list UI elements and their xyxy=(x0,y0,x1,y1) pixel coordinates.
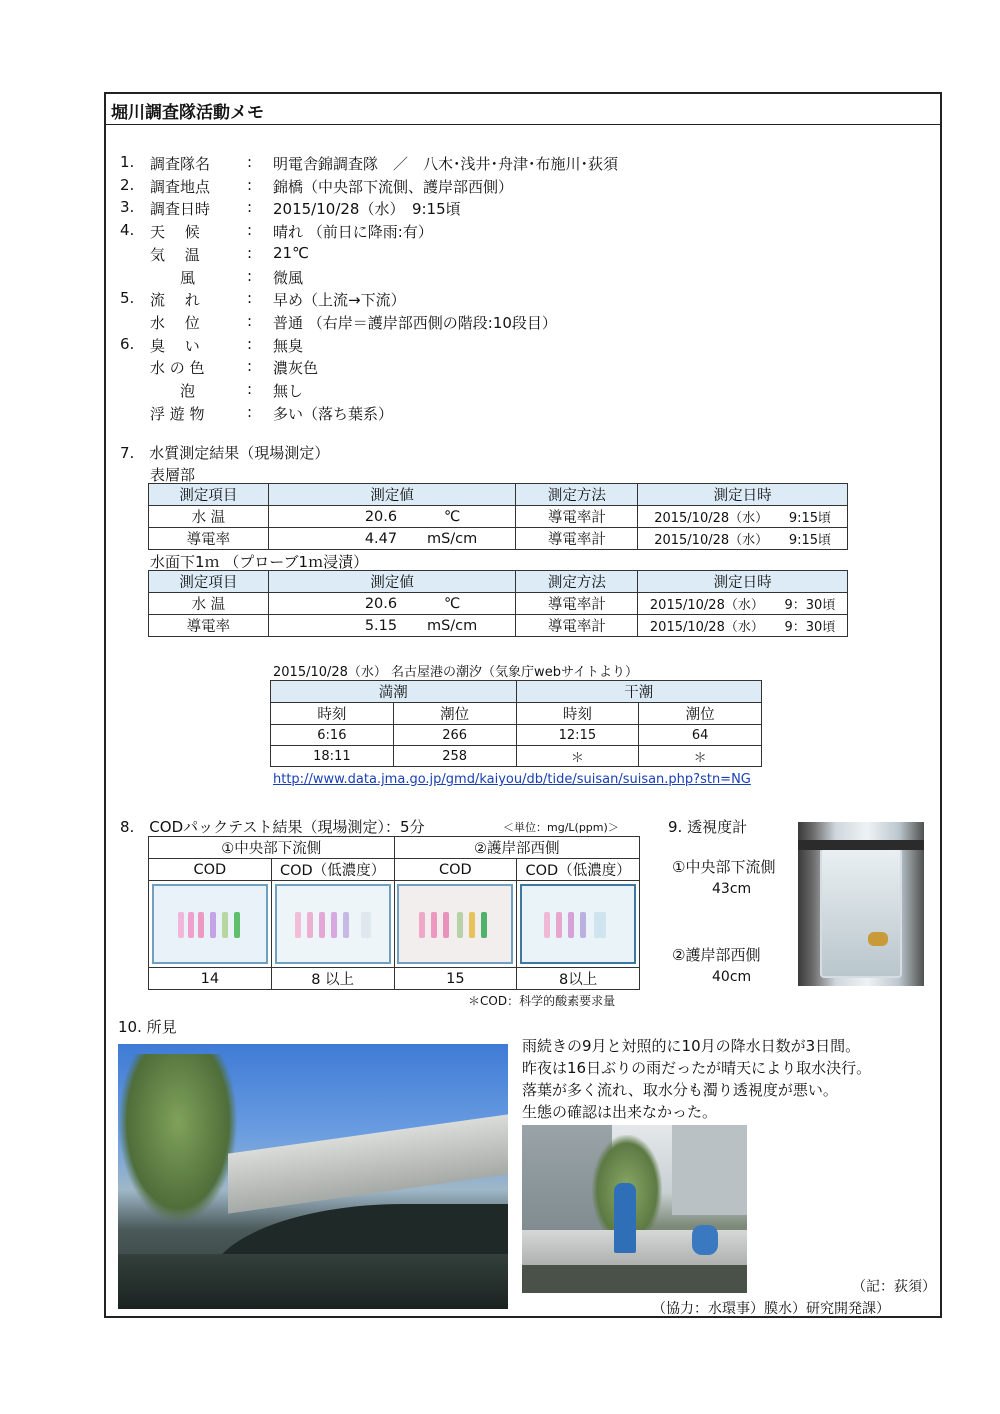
value-number: 20.6 xyxy=(364,595,398,612)
page-title: 堀川調査隊活動メモ xyxy=(111,103,264,123)
item-separator: : xyxy=(247,198,253,216)
transparency-label-2: ②護岸部西側 xyxy=(672,946,761,964)
item-separator: : xyxy=(247,380,253,398)
item-separator: : xyxy=(247,221,253,239)
cod-table xyxy=(148,836,640,990)
tide-table xyxy=(270,680,762,767)
tide-group-row xyxy=(271,681,762,703)
table-row xyxy=(271,746,762,767)
item-label: 調査隊名 xyxy=(150,155,211,173)
table-header-row xyxy=(149,484,848,506)
cell-datetime xyxy=(638,528,848,550)
transparency-value-2: 40cm xyxy=(712,969,752,985)
header-datetime: 測定日時 xyxy=(638,571,848,593)
cell-value xyxy=(268,528,516,550)
cod-heading: 8. CODパックテスト結果（現場測定）：5分 xyxy=(120,818,425,836)
cod-col: COD xyxy=(394,859,517,881)
tide-high-header: 満潮 xyxy=(271,681,517,703)
header-method: 測定方法 xyxy=(516,571,638,593)
item-number: 4. xyxy=(120,221,135,239)
time-text: 9:15頃 xyxy=(788,511,832,526)
item-value: 21℃ xyxy=(273,244,309,262)
item-separator: : xyxy=(247,289,253,307)
cod-group-1: ①中央部下流側 xyxy=(149,837,395,859)
cod-col-row xyxy=(149,859,640,881)
item-label: 浮 遊 物 xyxy=(150,405,205,423)
item-separator: : xyxy=(247,153,253,171)
water-quality-heading: 7. 水質測定結果（現場測定） xyxy=(120,444,330,462)
item-separator: : xyxy=(247,335,253,353)
findings-line: 生態の確認は出来なかった。 xyxy=(522,1103,718,1121)
value-unit: mS/cm xyxy=(426,617,478,634)
cell-item: 水 温 xyxy=(149,506,269,528)
meter-rim xyxy=(798,840,924,850)
surface-table xyxy=(148,483,848,550)
tide-col-time: 時刻 xyxy=(271,703,394,725)
submerged-table xyxy=(148,570,848,637)
findings-line: 落葉が多く流れ、取水分も濁り透視度が悪い。 xyxy=(522,1081,838,1099)
item-number: 2. xyxy=(120,176,135,194)
cell-value xyxy=(268,506,516,528)
item-separator: : xyxy=(247,357,253,375)
value-unit: ℃ xyxy=(443,595,461,612)
item-value: 2015/10/28（水） 9:15頃 xyxy=(273,200,461,218)
item-value: 普通 （右岸＝護岸部西側の階段:10段目） xyxy=(273,314,557,332)
cell-method: 導電率計 xyxy=(516,615,638,637)
cod-value-row xyxy=(149,968,640,990)
cod-col: COD xyxy=(149,859,272,881)
item-number: 1. xyxy=(120,153,135,171)
cod-photo-row xyxy=(149,881,640,968)
cod-photo-cell xyxy=(517,881,640,968)
cell-item: 導電率 xyxy=(149,528,269,550)
tide-low-header: 干潮 xyxy=(516,681,762,703)
item-label: 気 温 xyxy=(150,246,200,264)
transparency-meter-photo xyxy=(798,822,924,986)
header-datetime: 測定日時 xyxy=(638,484,848,506)
person-standing xyxy=(614,1183,636,1253)
cod-note: ＊COD：科学的酸素要求量 xyxy=(468,994,616,1008)
item-label: 調査日時 xyxy=(150,200,211,218)
cell-value xyxy=(268,615,516,637)
cod-pack-photo xyxy=(152,884,268,964)
bridge-photo xyxy=(118,1044,508,1309)
item-value: 濃灰色 xyxy=(273,359,319,377)
item-value: 無臭 xyxy=(273,337,304,355)
header-item: 測定項目 xyxy=(149,484,269,506)
table-row xyxy=(149,615,848,637)
item-separator: : xyxy=(247,403,253,421)
item-label: 水 の 色 xyxy=(150,359,205,377)
value-unit: ℃ xyxy=(443,508,461,525)
item-number: 6. xyxy=(120,335,135,353)
cod-col-low: COD（低濃度） xyxy=(517,859,640,881)
cod-pack-photo xyxy=(520,884,636,964)
tide-cell: 18:11 xyxy=(271,746,394,767)
item-label: 調査地点 xyxy=(150,178,211,196)
item-label: 天 候 xyxy=(150,223,200,241)
tide-col-row xyxy=(271,703,762,725)
item-separator: : xyxy=(247,267,253,285)
cod-pack-photo xyxy=(397,884,513,964)
survey-photo xyxy=(522,1125,747,1293)
value-number: 5.15 xyxy=(364,617,398,634)
value-unit: mS/cm xyxy=(426,530,478,547)
meter-tube xyxy=(820,848,902,978)
item-value: 明電舎錦調査隊 ／ 八木･浅井･舟津･布施川･荻須 xyxy=(273,155,619,173)
header-method: 測定方法 xyxy=(516,484,638,506)
transparency-heading: 9. 透視度計 xyxy=(668,818,748,836)
tide-col-level: 潮位 xyxy=(639,703,762,725)
meter-marker xyxy=(868,932,888,946)
item-label: 風 xyxy=(150,269,196,287)
building-right xyxy=(672,1125,747,1215)
author-note: （記：荻須） xyxy=(852,1279,936,1295)
tide-cell: 258 xyxy=(393,746,516,767)
cod-photo-cell xyxy=(149,881,272,968)
item-number: 3. xyxy=(120,198,135,216)
person-crouching xyxy=(692,1225,718,1255)
item-label: 泡 xyxy=(150,382,196,400)
item-number: 5. xyxy=(120,289,135,307)
cod-value: 15 xyxy=(394,968,517,990)
header-value: 測定値 xyxy=(268,484,516,506)
cod-value: 8 以上 xyxy=(271,968,394,990)
item-value: 無し xyxy=(273,382,304,400)
cod-group-2: ②護岸部西側 xyxy=(394,837,640,859)
cod-photo-cell xyxy=(271,881,394,968)
transparency-label-1: ①中央部下流側 xyxy=(672,858,776,876)
transparency-value-1: 43cm xyxy=(712,881,752,897)
table-row xyxy=(149,593,848,615)
surface-label: 表層部 xyxy=(150,466,196,484)
header-item: 測定項目 xyxy=(149,571,269,593)
date-text: 2015/10/28（水） xyxy=(654,533,769,548)
date-text: 2015/10/28（水） xyxy=(649,598,764,613)
cod-unit: ＜単位：mg/L(ppm)＞ xyxy=(503,821,619,834)
item-value: 錦橋（中央部下流側、護岸部西側） xyxy=(273,178,514,196)
cell-datetime xyxy=(638,593,848,615)
cell-method: 導電率計 xyxy=(516,593,638,615)
cod-photo-cell xyxy=(394,881,517,968)
item-separator: : xyxy=(247,176,253,194)
ground xyxy=(522,1265,747,1293)
item-label: 水 位 xyxy=(150,314,200,332)
item-separator: : xyxy=(247,312,253,330)
table-row xyxy=(149,528,848,550)
tide-col-time: 時刻 xyxy=(516,703,639,725)
tide-cell: ＊ xyxy=(516,746,639,767)
time-text: 9:15頃 xyxy=(788,533,832,548)
tide-cell: 12:15 xyxy=(516,725,639,746)
item-separator: : xyxy=(247,244,253,262)
cell-value xyxy=(268,593,516,615)
table-header-row xyxy=(149,571,848,593)
tide-col-level: 潮位 xyxy=(393,703,516,725)
item-label: 流 れ xyxy=(150,291,200,309)
title-divider xyxy=(104,124,942,125)
table-row xyxy=(271,725,762,746)
tide-cell: ＊ xyxy=(639,746,762,767)
findings-heading: 10. 所見 xyxy=(118,1018,177,1036)
cell-item: 導電率 xyxy=(149,615,269,637)
item-value: 晴れ （前日に降雨:有） xyxy=(273,223,433,241)
tide-cell: 6:16 xyxy=(271,725,394,746)
cell-method: 導電率計 xyxy=(516,528,638,550)
item-value: 早め（上流→下流） xyxy=(273,291,406,309)
tide-cell: 266 xyxy=(393,725,516,746)
findings-line: 昨夜は16日ぶりの雨だったが晴天により取水決行。 xyxy=(522,1059,872,1077)
cell-method: 導電率計 xyxy=(516,506,638,528)
value-number: 4.47 xyxy=(364,530,398,547)
header-value: 測定値 xyxy=(268,571,516,593)
findings-line: 雨続きの9月と対照的に10月の降水日数が3日間。 xyxy=(522,1037,861,1055)
time-text: 9：30頃 xyxy=(784,598,836,613)
cod-pack-photo xyxy=(275,884,391,964)
date-text: 2015/10/28（水） xyxy=(654,511,769,526)
willow-tree xyxy=(118,1054,238,1224)
date-text: 2015/10/28（水） xyxy=(649,620,764,635)
cod-value: 14 xyxy=(149,968,272,990)
cod-value: 8以上 xyxy=(517,968,640,990)
tide-cell: 64 xyxy=(639,725,762,746)
cell-datetime xyxy=(638,615,848,637)
cooperation-note: （協力：水環事）膜水）研究開発課） xyxy=(652,1301,890,1317)
submerged-label: 水面下1ｍ （プローブ1ｍ浸漬） xyxy=(150,553,369,571)
item-label: 臭 い xyxy=(150,337,200,355)
jma-link[interactable]: http://www.data.jma.go.jp/gmd/kaiyou/db/tide/suisan/suisan.php?stn=NG xyxy=(273,772,751,787)
tide-caption: 2015/10/28（水） 名古屋港の潮汐（気象庁webサイトより） xyxy=(273,665,639,680)
time-text: 9：30頃 xyxy=(784,620,836,635)
cod-group-row xyxy=(149,837,640,859)
river-water xyxy=(118,1254,508,1309)
table-row xyxy=(149,506,848,528)
cell-datetime xyxy=(638,506,848,528)
item-value: 多い（落ち葉系） xyxy=(273,405,394,423)
cod-col-low: COD（低濃度） xyxy=(271,859,394,881)
bridge-railing xyxy=(228,1114,508,1213)
cell-item: 水 温 xyxy=(149,593,269,615)
value-number: 20.6 xyxy=(364,508,398,525)
item-value: 微風 xyxy=(273,269,304,287)
